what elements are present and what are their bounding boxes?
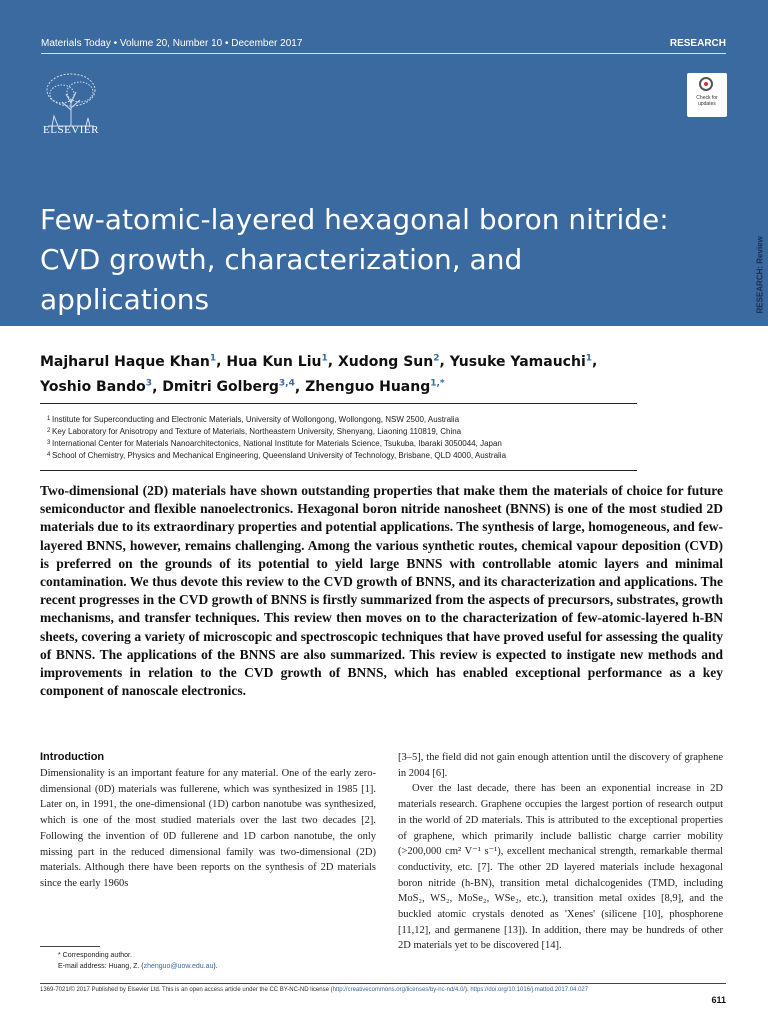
paragraph: [3–5], the field did not gain enough attention until the discovery of graphene in 2004 [6]. xyxy=(398,752,723,779)
section-heading-introduction: Introduction xyxy=(40,751,105,763)
paragraph: Over the last decade, there has been an exponential increase in 2D materials research. Graphene occupies the largest portion of research output in the world of 2D materials. This is attributed to the exceptional properties of graphene, which primarily include ballistic charge carrier mobility (>200,000 cm² V⁻¹ s⁻¹), excellent mechanical strength, remarkable thermal conductivity, etc. [7]. The other 2D layered materials include hexagonal boron nitride (h-BN), transition metal dichalcogenides (TMD, including MoS₂, WS₂, MoSe₂, WSe₂, etc.), transition metal oxides [8,9], and the buckled atomic crystals denoted as 'Xenes' (silicene [10], phosphorene [11,12], and germanene [13]). In addition, there may be hundreds of other 2D materials yet to be discovered [14]. xyxy=(398,783,723,952)
body-text-left-column: Dimensionality is an important feature for any material. One of the early zero-dimensional (0D) materials was fullerene, which was synthesized in 1985 [1]. Later on, in 1991, the one-dimensional (1D) carbon nanotube was synthesized, which is one of the most studied materials over the last two decades [2]. Following the invention of 0D fullerene and 1D carbon nanotube, the only missing part in the reduced dimensional family was two-dimensional (2D) materials. Although there have been reports on the synthesis of 2D materials since the early 1960s xyxy=(40,768,376,889)
email-link[interactable]: zhenguo@uow.edu.au xyxy=(143,963,214,970)
journal-header-banner xyxy=(0,0,768,326)
doi-link[interactable]: https://doi.org/10.1016/j.mattod.2017.04.027 xyxy=(470,987,589,993)
author[interactable]: Majharul Haque Khan$^1$ xyxy=(40,353,217,370)
section-label: RESEARCH xyxy=(669,38,726,49)
side-tab-label: RESEARCH: Review xyxy=(755,236,765,314)
side-tab xyxy=(753,226,767,316)
page-number: 611 xyxy=(711,995,726,1005)
affiliation-item: 1 Institute for Superconducting and Electronic Materials, University of Wollongong, Wollongong, NSW 2500, Australia xyxy=(47,415,460,424)
license-link[interactable]: http://creativecommons.org/licenses/by-nc-nd/4.0/ xyxy=(332,987,465,993)
footnote-divider xyxy=(40,946,100,947)
author[interactable]: Zhenguo Huang$^{1,*}$ xyxy=(305,378,445,396)
author[interactable]: Dmitri Golberg$^{3,4}$ xyxy=(162,378,295,396)
authors-divider xyxy=(40,403,637,404)
header-divider xyxy=(41,53,726,54)
check-for-updates-badge[interactable] xyxy=(687,73,727,117)
author[interactable]: Hua Kun Liu$^1$ xyxy=(226,353,328,370)
abstract: Two-dimensional (2D) materials have shown outstanding properties that make them the materials of choice for future semiconductor and flexible nanoelectronics. Hexagonal boron nitride nanosheet (BNNS) is one of the most studied 2D materials due to its extraordinary properties and potential applications. The synthesis of large, homogeneous, and few-layered BNNS, however, remains challenging. Among the various synthetic routes, chemical vapour deposition (CVD) is preferred on the grounds of its potential to yield large BNNS with controllable atomic layers and minimal contamination. We thus devote this review to the CVD growth of BNNS, and its characterization and applications. The recent progresses in the CVD growth of BNNS is firstly summarized from the aspects of precursors, substrates, growth mechanisms, and transfer techniques. This review then moves on to the characterization of few-atomic-layered h-BN sheets, covering a variety of microscopic and spectroscopic techniques that have proved useful for assessing the quality of BNNS. The applications of the BNNS are also summarized. This review is expected to instigate new methods and improvements in relation to the CVD growth of BNNS, which has enabled exceptional performance as a key component of nanoscale electronics. xyxy=(40,483,723,699)
author[interactable]: Xudong Sun$^2$ xyxy=(337,353,440,370)
affiliation-item: 2 Key Laboratory for Anisotropy and Texture of Materials, Northeastern University, Shenyang, Liaoning 110819, China xyxy=(47,427,462,436)
publisher-name: ELSEVIER xyxy=(43,124,99,136)
check-updates-label: Check for updates xyxy=(696,95,718,107)
body-text-right-column xyxy=(398,750,723,954)
journal-citation: Materials Today • Volume 20, Number 10 • December 2017 xyxy=(41,38,303,49)
copyright-line: 1369-7021/© 2017 Published by Elsevier Ltd. This is an open access article under the CC BY-NC-ND license (http://creativecommons.org/licenses/by-nc-nd/4.0/). https://doi.org/10.1016/j.mattod.2017.04.027 xyxy=(40,987,589,993)
affiliations-divider xyxy=(40,470,637,471)
update-check-icon xyxy=(699,77,713,91)
author[interactable]: Yoshio Bando$^3$ xyxy=(40,378,153,396)
affiliations xyxy=(47,414,507,462)
footer-divider xyxy=(40,983,726,984)
author-list: Majharul Haque Khan$^1$, Hua Kun Liu$^1$, Xudong Sun$^2$, Yusuke Yamauchi$^1$, Yoshio Bando$^3$, Dmitri Golberg$^{3,4}$, Zhenguo Huang$^{1,*}$ xyxy=(40,353,598,396)
article-title: Few-atomic-layered hexagonal boron nitride: CVD growth, characterization, and applications xyxy=(40,203,669,316)
corresponding-author-footnote: * Corresponding author. E-mail address: Huang, Z. (zhenguo@uow.edu.au). xyxy=(58,952,218,970)
affiliation-item: 3 International Center for Materials Nanoarchitectonics, National Institute for Materials Science, Tsukuba, Ibaraki 3050044, Japan xyxy=(47,439,502,448)
affiliation-item: 4 School of Chemistry, Physics and Mechanical Engineering, Queensland University of Technology, Brisbane, QLD 4000, Australia xyxy=(47,451,507,460)
author[interactable]: Yusuke Yamauchi$^1$ xyxy=(449,353,593,370)
